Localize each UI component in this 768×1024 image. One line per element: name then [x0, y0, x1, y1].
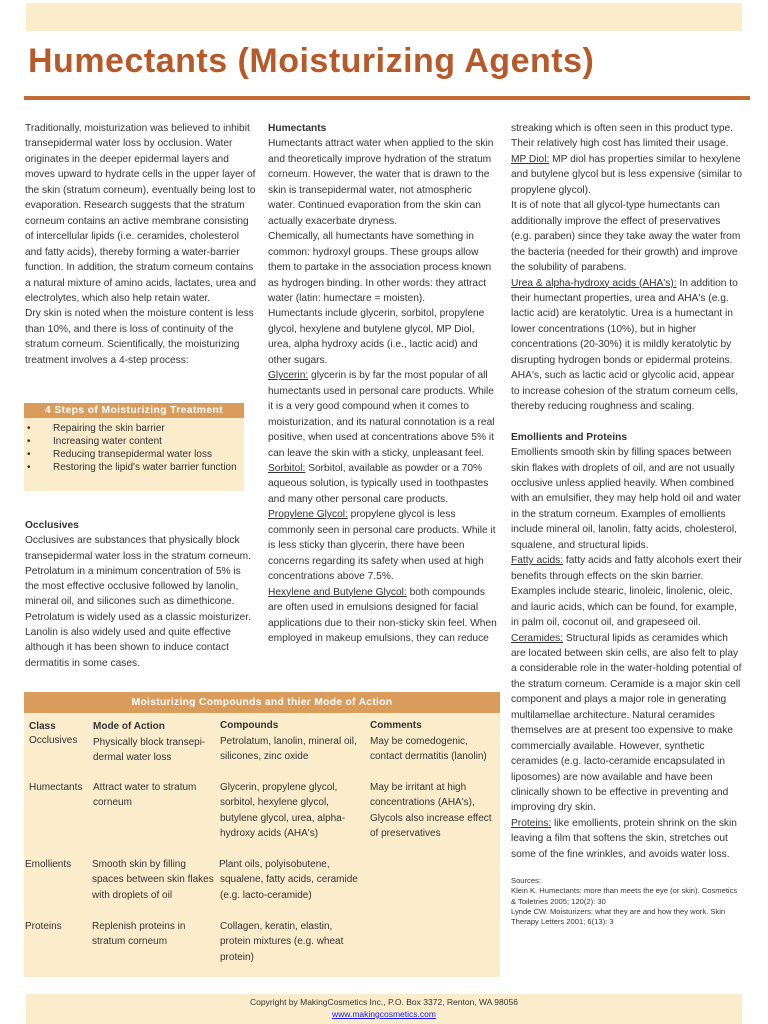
- humectants-column: [268, 121, 500, 646]
- right-column: [511, 121, 743, 862]
- fatty-acids-paragraph: [511, 553, 743, 630]
- humectants-p1: Humectants attract water when applied to the skin and theoretically improve hydration of the stratum corneum. However, the water that is drawn to the skin is transepidermal water, not atmospheric water. Continued evaporation from the skin can actually exacerbate dryness.: [268, 138, 494, 227]
- proteins-text: like emollients, protein shrink on the skin leaving a film that softens the skin, stretches out some of the fine wrinkles, and avoids water loss.: [511, 817, 737, 860]
- steps-heading: 4 Steps of Moisturizing Treatment: [24, 403, 244, 418]
- propylene-text: propylene glycol is less commonly seen in personal care products. While it is less sticky than glycerin, there have been concerns regarding its safety when used at high concentrations above 7.5%.: [268, 509, 496, 583]
- col-header-class: Class: [29, 721, 56, 732]
- propylene-label: Propylene Glycol:: [268, 509, 348, 521]
- step-item: • Restoring the lipid's water barrier function: [24, 461, 244, 474]
- propylene-paragraph: [268, 507, 500, 584]
- source-reference: Lynde CW. Moisturizers: what they are and how they work. Skin Therapy Letters 2001; 6(13): 3: [511, 906, 726, 927]
- compounds-table: [24, 692, 500, 977]
- sources: [511, 876, 743, 927]
- fatty-acids-label: Fatty acids:: [511, 555, 564, 567]
- step-item: • Repairing the skin barrier: [24, 422, 244, 435]
- mpdiol-text: MP diol has properties similar to hexylene and butylene glycol but is less expensive (similar to propylene glycol).: [511, 153, 743, 196]
- table-cell-mode: Smooth skin by filling spaces between skin flakes with droplets of oil: [92, 859, 214, 901]
- footer-copyright: Copyright by MakingCosmetics Inc., P.O. Box 3372, Renton, WA 98056: [250, 997, 518, 1007]
- col-header-compounds: Compounds: [220, 720, 279, 731]
- page-title: Humectants (Moisturizing Agents): [28, 42, 595, 80]
- hexylene-text: both compounds are often used in emulsions designed for facial applications due to their non-sticky skin feel. When employed in makeup emulsions, they can reduce: [268, 586, 497, 644]
- intro-column: [25, 121, 257, 368]
- hexylene-paragraph: [268, 585, 500, 647]
- urea-paragraph: [511, 276, 743, 415]
- col-header-mode: Mode of Action: [93, 721, 165, 732]
- occlusives-heading: Occlusives: [25, 520, 79, 531]
- glycerin-label: Glycerin:: [268, 370, 309, 382]
- table-cell-comments: May be comedogenic, contact dermatitis (lanolin): [370, 736, 487, 763]
- steps-list: [24, 422, 244, 474]
- table-cell-class: Humectants: [29, 782, 83, 793]
- ceramides-text: Structural lipids as ceramides which are located between skin cells, are also felt to play a considerable role in the water-holding potential of the stratum corneum. Ceramide is a major skin cell component and plays a major role in generating multilamellae architecture. Natural ceramides themselves are at present too expensive to make commercially available. However, synthetic ceramides (e.g. lacto-ceramide encapsulated in liposomes) are now available and have been clinically shown to be effective in preventing and improving dry skin.: [511, 632, 742, 814]
- ceramides-paragraph: [511, 631, 743, 816]
- humectants-p2: Chemically, all humectants have something in common: hydroxyl groups. These groups allow them to partake in the association process known as hydrogen binding. In other words: they attract water (latin: humectare = moisten).: [268, 231, 492, 304]
- website-link[interactable]: www.makingcosmetics.com: [332, 1009, 436, 1019]
- humectants-p3: Humectants include glycerin, sorbitol, propylene glycol, hexylene and butylene glycol, MP Diol, urea, alpha hydroxy acids (i.e., lactic acid) and other sugars.: [268, 308, 485, 366]
- table-cell-compounds: Petrolatum, lanolin, mineral oil, silicones, zinc oxide: [220, 736, 357, 763]
- humectants-heading: Humectants: [268, 123, 327, 134]
- hexylene-label: Hexylene and Butylene Glycol:: [268, 586, 407, 598]
- source-reference: Klein K. Humectants: more than meets the eye (or skin). Cosmetics & Toiletries 2005; 120(2): 30: [511, 886, 738, 906]
- table-cell-comments: May be irritant at high concentrations (AHA's), Glycols also increase effect of preservatives: [370, 782, 492, 839]
- fatty-acids-text: fatty acids and fatty alcohols exert their benefits through effects on the skin barrier. Examples include stearic, linoleic, linolenic, oleic, and lauric acids, which can be found, for example, in palm oil, coconut oil, and grapeseed oil.: [511, 555, 743, 629]
- title-rule: [24, 96, 750, 100]
- sorbitol-text: Sorbitol, available as powder or a 70% aqueous solution, is typically used in toothpastes and many other personal care products.: [268, 462, 489, 505]
- occlusives-section: [25, 518, 257, 671]
- step-item: • Increasing water content: [24, 435, 244, 448]
- dry-skin-paragraph: Dry skin is noted when the moisture content is less than 10%, and there is loss of continuity of the stratum corneum. Scientifically, the moisturizing treatment involves a 4-step process:: [25, 308, 254, 366]
- occlusives-text: Occlusives are substances that physically block transepidermal water loss in the stratum corneum. Petrolatum in a minimum concentration of 5% is the most effective occlusive followed by lanolin, mineral oil, and silicones such as dimethicone. Petrolatum is widely used as a classic moisturizer. Lanolin is also widely used and quite effective although it has been shown to induce contact dermatitis in some cases.: [25, 535, 251, 669]
- steps-box: [24, 403, 244, 491]
- table-cell-mode: Physically block transepi-dermal water loss: [93, 737, 206, 764]
- sorbitol-label: Sorbitol:: [268, 462, 306, 474]
- urea-text: In addition to their humectant properties, urea and AHA's (e.g. lactic acid) are keratolytic. Urea is a humectant in lower concentrations (10%), but in higher concentrations (20-30%) it is mildly keratolytic by disrupting hydrogen bonds or epidermal proteins. AHA's, such as lactic acid or glycolic acid, appear to increase cohesion of the stratum corneum cells, thereby reducing roughness and scaling.: [511, 277, 739, 413]
- ceramides-label: Ceramides:: [511, 632, 564, 644]
- emollients-paragraph: Emollients smooth skin by filling spaces between skin flakes with droplets of oil, and are not usually occlusive unless applied heavily. When combined with an emulsifier, they may help hold oil and water in the stratum corneum. Examples of emollients include mineral oil, lanolin, fatty acids, cholesterol, squalene, and structural lipids.: [511, 447, 741, 551]
- mpdiol-label: MP Diol:: [511, 153, 550, 165]
- table-cell-compounds: Plant oils, polyisobutene, squalene, fatty acids, ceramide (e.g. lacto-ceramide): [219, 859, 358, 901]
- proteins-label: Proteins:: [511, 817, 552, 829]
- glycerin-paragraph: [268, 368, 500, 461]
- glycerin-text: glycerin is by far the most popular of all humectants used in personal care products. While it is a very good compound when it comes to moisturization, and its natural connotation is a real positive, when used at concentrations above 5% it can leave the skin with a sticky, unpleasant feel.: [268, 370, 495, 459]
- table-cell-class: Occlusives: [29, 735, 78, 746]
- urea-label: Urea & alpha-hydroxy acids (AHA's):: [511, 277, 677, 289]
- top-band: [26, 3, 742, 31]
- glycol-paragraph: It is of note that all glycol-type humectants can additionally improve the effect of preservatives (e.g. paraben) since they take away the water from the bacteria (needed for their growth) and improve the solubility of parabens.: [511, 200, 741, 274]
- mpdiol-paragraph: [511, 152, 743, 198]
- proteins-paragraph: [511, 816, 743, 862]
- col-header-comments: Comments: [370, 720, 422, 731]
- continued-paragraph: streaking which is often seen in this product type. Their relatively high cost has limited their usage.: [511, 123, 733, 150]
- table-cell-mode: Replenish proteins in stratum corneum: [92, 921, 186, 948]
- table-cell-class: Emollients: [25, 859, 72, 870]
- step-item: • Reducing transepidermal water loss: [24, 448, 244, 461]
- table-cell-compounds: Glycerin, propylene glycol, sorbitol, hexylene glycol, butylene glycol, urea, alpha-hydroxy acids (AHA's): [220, 782, 346, 839]
- sorbitol-paragraph: [268, 461, 500, 507]
- sources-label: Sources:: [511, 876, 541, 885]
- footer: [26, 994, 742, 1024]
- table-cell-mode: Attract water to stratum corneum: [93, 782, 197, 809]
- table-cell-compounds: Collagen, keratin, elastin, protein mixtures (e.g. wheat protein): [220, 921, 344, 963]
- intro-paragraph: Traditionally, moisturization was believed to inhibit transepidermal water loss by occlusion. Water originates in the deeper epidermal layers and moves upward to hydrate cells in the upper layer of the skin (stratum corneum), eventually being lost to evaporation. Research suggests that the stratum corneum contains an active membrane consisting of intercellular lipids (i.e. ceramides, cholesterol and fatty acids), thereby forming a water-barrier function. In addition, the stratum corneum contains a natural mixture of amino acids, lactates, urea and electrolytes, which also help retain water.: [25, 123, 257, 304]
- emollients-heading: Emollients and Proteins: [511, 431, 628, 443]
- table-heading: Moisturizing Compounds and thier Mode of Action: [24, 692, 500, 713]
- table-cell-class: Proteins: [25, 921, 62, 932]
